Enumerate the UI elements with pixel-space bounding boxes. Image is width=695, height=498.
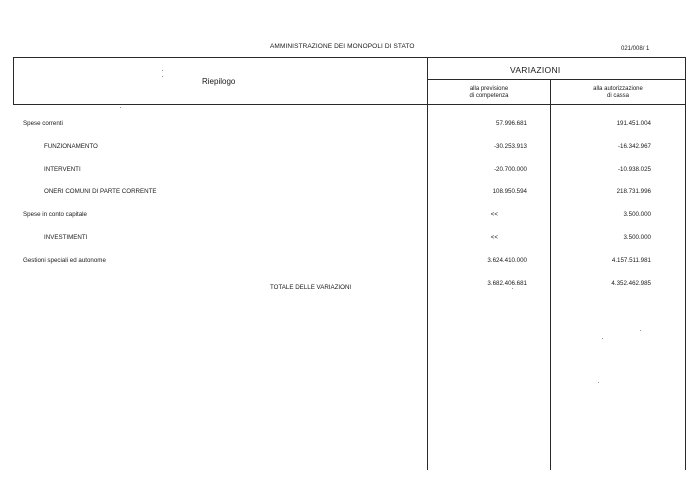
- col-header-competenza-line2: di competenza: [469, 93, 509, 99]
- table-row-label: Spese in conto capitale: [23, 211, 87, 218]
- col-header-competenza: [434, 86, 544, 100]
- table-cell-cassa: 4.157.511.981: [611, 257, 651, 264]
- table-row-label: FUNZIONAMENTO: [44, 143, 98, 150]
- table-row-label: INTERVENTI: [44, 166, 81, 173]
- table-row-label: Spese correnti: [23, 120, 63, 127]
- table-cell-cassa: 191.451.004: [616, 120, 651, 127]
- table-cell-cassa: 218.731.996: [616, 188, 651, 195]
- table-cell-competenza: 57.996.681: [496, 120, 527, 127]
- total-label: TOTALE DELLE VARIAZIONI: [270, 284, 352, 291]
- col-header-cassa-line2: di cassa: [606, 93, 629, 99]
- col-header-cassa: [556, 86, 680, 100]
- total-competenza: 3.682.406.681: [487, 280, 527, 287]
- table-row-label: ONERI COMUNI DI PARTE CORRENTE: [44, 188, 157, 195]
- row-header-label: Riepilogo: [202, 77, 236, 86]
- table-cell-competenza: 3.624.410.000: [487, 257, 527, 264]
- table-cell-cassa: 3.500.000: [623, 211, 651, 218]
- table-cell-competenza: -20.700.000: [493, 166, 527, 173]
- col-header-competenza-line1: alla previsione: [469, 86, 509, 92]
- table-cell-competenza: <<: [490, 234, 498, 241]
- document-number: 021/008/ 1: [621, 46, 650, 52]
- document-title: AMMINISTRAZIONE DEI MONOPOLI DI STATO: [270, 43, 415, 50]
- table-cell-competenza: -30.253.913: [493, 143, 527, 150]
- col-header-cassa-line1: alla autorizzazione: [593, 86, 643, 92]
- total-cassa: 4.352.462.985: [611, 280, 651, 287]
- table-row-label: INVESTIMENTI: [44, 234, 88, 241]
- table-row-label: Gestioni speciali ed autonome: [23, 257, 106, 264]
- table-cell-cassa: -10.938.025: [617, 166, 651, 173]
- table-cell-competenza: <<: [490, 211, 498, 218]
- table-cell-cassa: 3.500.000: [623, 234, 651, 241]
- table-cell-cassa: -16.342.967: [617, 143, 651, 150]
- table-cell-competenza: 108.950.594: [492, 188, 527, 195]
- variazioni-header: VARIAZIONI: [510, 65, 561, 75]
